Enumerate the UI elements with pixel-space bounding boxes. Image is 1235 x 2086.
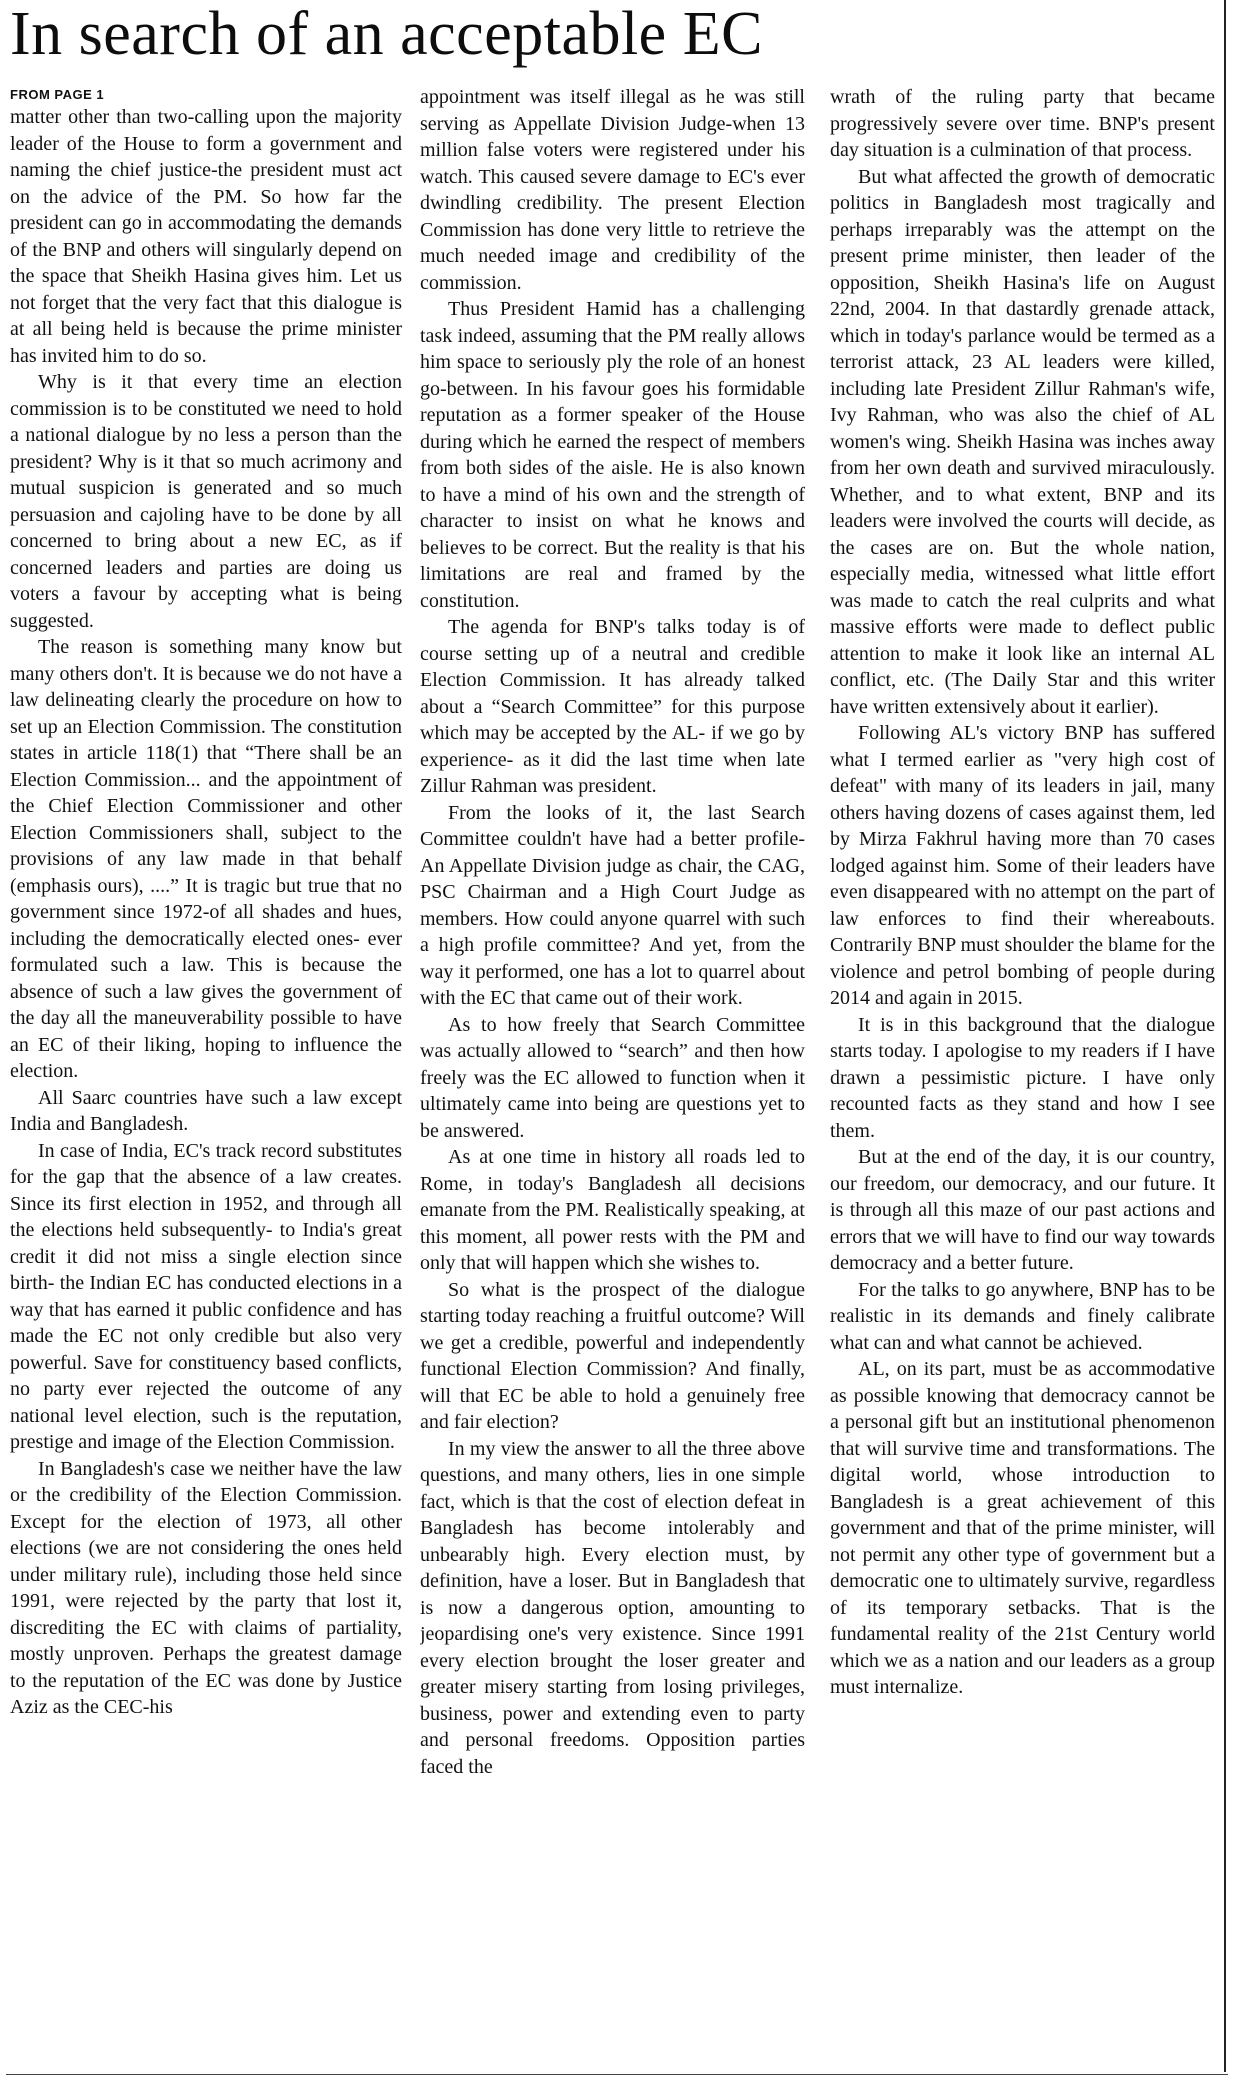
paragraph: From the looks of it, the last Search Committee couldn't have had a better profile-An Appellate Division judge as chair, the CAG, PSC Chairman and a High Court Judge as members. How could anyone quarrel with such a high profile committee? And yet, from the way it performed, one has a lot to quarrel about with the EC that came out of their work.: [420, 801, 805, 1009]
paragraph: As at one time in history all roads led to Rome, in today's Bangladesh all decisions emanate from the PM. Realistically speaking, at this moment, all power rests with the PM and only that will happen which she wishes to.: [420, 1146, 805, 1274]
column-rule-bottom: [6, 2074, 1228, 2075]
article-column-2: [420, 84, 805, 2064]
article-column-3: [830, 84, 1215, 2064]
paragraph: matter other than two-calling upon the majority leader of the House to form a government and naming the chief justice-the president must act on the advice of the PM. So how far the president can go in accommodating the demands of the BNP and others will singularly depend on the space that Sheikh Hasina gives him. Let us not forget that the very fact that this dialogue is at all being held is because the prime minister has invited him to do so.: [10, 106, 402, 367]
paragraph: appointment was itself illegal as he was still serving as Appellate Division Judge-when 13 million false voters were registered under his watch. This caused severe damage to EC's ever dwindling credibility. The present Election Commission has done very little to retrieve the much needed image and credibility of the commission.: [420, 86, 805, 294]
continuation-kicker: FROM PAGE 1: [10, 87, 105, 102]
paragraph: As to how freely that Search Committee was actually allowed to “search” and then how freely was the EC allowed to function when it ultimately came into being are questions yet to be answered.: [420, 1013, 805, 1142]
paragraph: It is in this background that the dialogue starts today. I apologise to my readers if I have drawn a pessimistic picture. I have only recounted facts as they stand and how I see them.: [830, 1013, 1215, 1142]
paragraph: Thus President Hamid has a challenging task indeed, assuming that the PM really allows him space to seriously ply the role of an honest go-between. In his favour goes his formidable reputation as a former speaker of the House during which he earned the respect of members from both sides of the aisle. He is also known to have a mind of his own and the strength of character to insist on what he knows and believes to be correct. But the reality is that his limitations are real and framed by the constitution.: [420, 298, 805, 612]
paragraph: But what affected the growth of democratic politics in Bangladesh most tragically and perhaps irreparably was the attempt on the present prime minister, then leader of the opposition, Sheikh Hasina's life on August 22nd, 2004. In that dastardly grenade attack, which in today's parlance would be termed as a terrorist attack, 23 AL leaders were killed, including late President Zillur Rahman's wife, Ivy Rahman, who was also the chief of AL women's wing. Sheikh Hasina was inches away from her own death and survived miraculously. Whether, and to what extent, BNP and its leaders were involved the courts will decide, as the cases are on. But the whole nation, especially media, witnessed what little effort was made to catch the real culprits and what massive efforts were made to deflect public attention to make it look like an internal AL conflict, etc. (The Daily Star and this writer have written extensively about it earlier).: [830, 165, 1215, 718]
paragraph: The agenda for BNP's talks today is of course setting up of a neutral and credible Election Commission. It has already talked about a “Search Committee” for this purpose which may be accepted by the AL- if we go by experience- as it did the last time when late Zillur Rahman was president.: [420, 616, 805, 797]
article-headline: In search of an acceptable EC: [10, 0, 763, 68]
paragraph: For the talks to go anywhere, BNP has to be realistic in its demands and finely calibrate what can and what cannot be achieved.: [830, 1278, 1215, 1354]
paragraph: So what is the prospect of the dialogue starting today reaching a fruitful outcome? Will we get a credible, powerful and independently functional Election Commission? And finally, will that EC be able to hold a genuinely free and fair election?: [420, 1278, 805, 1433]
article-column-1: [10, 86, 402, 2066]
paragraph: In case of India, EC's track record substitutes for the gap that the absence of a law creates. Since its first election in 1952, and through all the elections held subsequently- to India's great credit it did not miss a single election since birth- the Indian EC has conducted elections in a way that has earned it public confidence and has made the EC not only credible but also very powerful. Save for constituency based conflicts, no party ever rejected the outcome of any national level election, such is the reputation, prestige and image of the Election Commission.: [10, 1139, 402, 1453]
column-rule-right: [1224, 0, 1226, 2072]
paragraph: Why is it that every time an election commission is to be constituted we need to hold a national dialogue by no less a person than the president? Why is it that so much acrimony and mutual suspicion is generated and so much persuasion and cajoling have to be done by all concerned to bring about a new EC, as if concerned leaders and parties are doing us voters a favour by accepting what is being suggested.: [10, 371, 402, 632]
paragraph: In Bangladesh's case we neither have the law or the credibility of the Election Commission. Except for the election of 1973, all other elections (we are not considering the ones held under military rule), including those held since 1991, were rejected by the party that lost it, discrediting the EC with claims of partiality, mostly unproven. Perhaps the greatest damage to the reputation of the EC was done by Justice Aziz as the CEC-his: [10, 1457, 402, 1718]
paragraph: wrath of the ruling party that became progressively severe over time. BNP's present day situation is a culmination of that process.: [830, 86, 1215, 161]
paragraph: All Saarc countries have such a law except India and Bangladesh.: [10, 1086, 402, 1135]
paragraph: The reason is something many know but many others don't. It is because we do not have a law delineating clearly the procedure on how to set up an Election Commission. The constitution states in article 118(1) that “There shall be an Election Commission... and the appointment of the Chief Election Commissioner and other Election Commissioners shall, subject to the provisions of any law made in that behalf (emphasis ours), ....” It is tragic but true that no government since 1972-of all shades and hues, including the democratically elected ones- ever formulated such a law. This is because the absence of such a law gives the government of the day all the maneuverability possible to have an EC of their liking, hoping to influence the election.: [10, 636, 402, 1082]
paragraph: In my view the answer to all the three above questions, and many others, lies in one simple fact, which is that the cost of election defeat in Bangladesh has become intolerably and unbearably high. Every election must, by definition, have a loser. But in Bangladesh that is now a dangerous option, amounting to jeopardising one's very existence. Since 1991 every election brought the loser greater and greater misery starting from losing privileges, business, power and extending even to party and personal freedoms. Opposition parties faced the: [420, 1437, 805, 1778]
paragraph: AL, on its part, must be as accommodative as possible knowing that democracy cannot be a personal gift but an institutional phenomenon that will survive time and transformations. The digital world, whose introduction to Bangladesh is a great achievement of this government and that of the prime minister, will not permit any other type of government but a democratic one to ultimately survive, regardless of its temporary setbacks. That is the fundamental reality of the 21st Century world which we as a nation and our leaders as a group must internalize.: [830, 1358, 1215, 1698]
paragraph: Following AL's victory BNP has suffered what I termed earlier as "very high cost of defeat" with many of its leaders in jail, many others having dozens of cases against them, led by Mirza Fakhrul having more than 70 cases lodged against him. Some of their leaders have even disappeared with no attempt on the part of law enforces to find their whereabouts. Contrarily BNP must shoulder the blame for the violence and petrol bombing of people during 2014 and again in 2015.: [830, 722, 1215, 1009]
paragraph: But at the end of the day, it is our country, our freedom, our democracy, and our future. It is through all this maze of our past actions and errors that we will have to find our way towards democracy and a better future.: [830, 1146, 1215, 1274]
